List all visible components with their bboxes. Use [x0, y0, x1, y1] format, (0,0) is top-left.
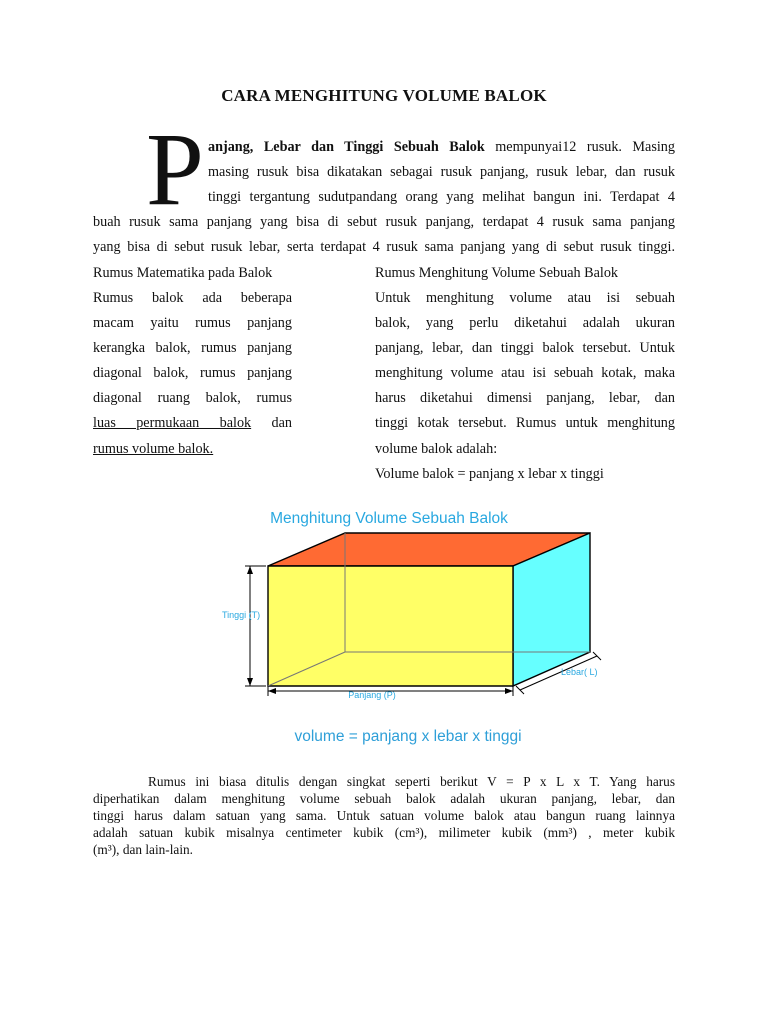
luas-permukaan-link[interactable]: luas permukaan balok	[93, 415, 252, 431]
cuboid-front-face	[268, 566, 513, 686]
left-column-line-5: diagonal ruang balok, rumus	[93, 390, 292, 406]
bottom-paragraph-line-3: tinggi harus dalam satuan yang sama. Untuk satuan volume balok atau bangun ruang lainnya	[93, 808, 675, 823]
cuboid-diagram	[218, 500, 598, 750]
bottom-paragraph-line-5: (m³), dan lain-lain.	[93, 842, 193, 857]
intro-line-2: masing rusuk bisa dikatakan sebagai rusuk panjang, rusuk lebar, dan rusuk	[208, 164, 675, 180]
intro-line-3: tinggi tergantung sudutpandang orang yang melihat bangun ini. Terdapat 4	[208, 189, 675, 205]
diagram-formula: volume = panjang x lebar x tinggi	[294, 728, 522, 745]
right-column-line-6: tinggi kotak tersebut. Rumus untuk menghitung	[375, 415, 675, 431]
volume-formula-text: Volume balok = panjang x lebar x tinggi	[375, 466, 604, 482]
right-column-heading: Rumus Menghitung Volume Sebuah Balok	[375, 265, 619, 281]
height-label: Tinggi (T)	[222, 610, 261, 620]
rumus-volume-link[interactable]: rumus volume balok.	[93, 441, 214, 457]
intro-bold-lead: anjang, Lebar dan Tinggi Sebuah Balok	[208, 139, 485, 155]
right-column-line-5: harus diketahui dimensi panjang, lebar, dan	[375, 390, 675, 406]
document-title: CARA MENGHITUNG VOLUME BALOK	[221, 86, 547, 105]
left-column-line-2: macam yaitu rumus panjang	[93, 315, 292, 331]
left-column-heading: Rumus Matematika pada Balok	[93, 265, 273, 281]
bottom-paragraph-line-4: adalah satuan kubik misalnya centimeter kubik (cm³), milimeter kubik (mm³) , meter kubik	[93, 825, 675, 840]
intro-line-4: buah rusuk sama panjang yang bisa di sebut rusuk panjang, terdapat 4 rusuk sama panjang	[93, 214, 675, 230]
right-column-line-7: volume balok adalah:	[375, 441, 498, 457]
diagram-title: Menghitung Volume Sebuah Balok	[270, 510, 508, 527]
link-connector: dan	[251, 415, 292, 431]
length-label: Panjang (P)	[348, 690, 396, 700]
left-column-line-7	[93, 440, 213, 458]
left-column-line-4: diagonal balok, rumus panjang	[93, 365, 292, 381]
intro-line-1	[208, 138, 675, 156]
left-column-line-1: Rumus balok ada beberapa	[93, 290, 292, 306]
left-column-line-3: kerangka balok, rumus panjang	[93, 340, 292, 356]
right-column-line-3: panjang, lebar, dan tinggi balok tersebut. Untuk	[375, 340, 675, 356]
intro-line-5: yang bisa di sebut rusuk lebar, serta terdapat 4 rusuk sama panjang yang di sebut rusuk tinggi.	[93, 239, 675, 255]
bottom-paragraph-line-2: diperhatikan dalam menghitung volume sebuah balok adalah ukuran panjang, lebar, dan	[93, 791, 675, 806]
intro-line-1-rest: mempunyai12 rusuk. Masing	[484, 139, 675, 155]
right-column-line-1: Untuk menghitung volume atau isi sebuah	[375, 290, 675, 306]
right-column-line-2: balok, yang perlu diketahui adalah ukuran	[375, 315, 675, 331]
right-column-line-4: menghitung volume atau isi sebuah kotak, maka	[375, 365, 675, 381]
drop-cap-letter: P	[146, 112, 204, 227]
width-label: Lebar( L)	[561, 667, 598, 677]
bottom-paragraph-line-1: Rumus ini biasa ditulis dengan singkat seperti berikut V = P x L x T. Yang harus	[148, 774, 675, 789]
left-column-line-6	[93, 414, 292, 432]
